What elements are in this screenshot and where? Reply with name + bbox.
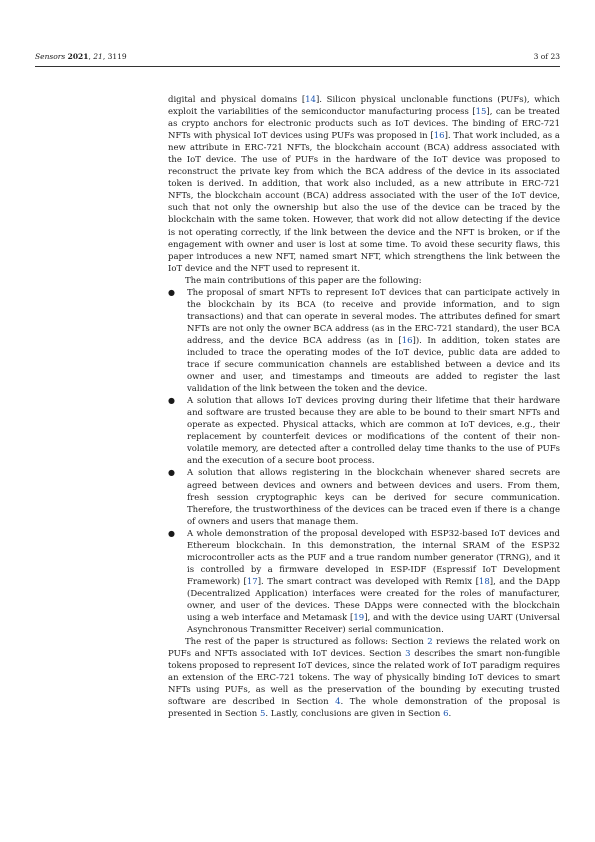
citation-link[interactable]: 19	[353, 613, 365, 624]
page-number: 3 of 23	[533, 52, 560, 61]
bullet-icon: ●	[168, 528, 175, 538]
article-number: 3119	[107, 52, 127, 61]
section-link[interactable]: 2	[427, 637, 433, 648]
bullet-icon: ●	[168, 396, 175, 406]
list-item: ● The proposal of smart NFTs to represent IoT devices that can participate actively in the blockchain by its BCA (to receive and provide information, and to sign transactions) and that can operate in several modes. The attributes defined for smart NFTs are not only the owner BCA address (as in the ERC-721 standard), the user BCA address, and the device BCA address (as in [16]). In addition, token states are included to trace the operating modes of the IoT device, public data are added to trace if secure communication channels are established between a device and its owner and user, and timestamps and timeouts are added to register the last validation of the link between the token and the device.	[168, 287, 560, 395]
journal-volume: 21	[93, 52, 103, 61]
citation-link[interactable]: 16	[433, 131, 445, 142]
running-header	[35, 50, 560, 64]
citation-link[interactable]: 15	[475, 107, 487, 118]
paragraph-paper-structure: The rest of the paper is structured as follows: Section 2 reviews the related work on PUFs and NFTs associated with IoT devices. Section 3 describes the smart non-fungible tokens proposed to represent IoT devices, since the related work of IoT paradigm requires an extension of the ERC-721 tokens. The way of physically binding IoT devices to smart NFTs using PUFs, as well as the preservation of the bounding by executing trusted software are described in Section 4. The whole demonstration of the proposal is presented in Section 5. Lastly, conclusions are given in Section 6.	[168, 637, 560, 720]
list-item: ● A whole demonstration of the proposal developed with ESP32-based IoT devices and Ethereum blockchain. In this demonstration, the internal SRAM of the ESP32 microcontroller acts as the PUF and a true random number generator (TRNG), and it is controlled by a firmware developed in ESP-IDF (Espressif IoT Development Framework) [17]. The smart contract was developed with Remix [18], and the DApp (Decentralized Application) interfaces were created for the roles of manufacturer, owner, and user of the devices. These DApps were connected with the blockchain using a web interface and Metamask [19], and with the device using UART (Universal Asynchronous Transmitter Receiver) serial communication.	[168, 528, 561, 636]
journal-name: Sensors	[35, 52, 66, 61]
header-rule	[35, 66, 560, 67]
bullet-icon: ●	[168, 468, 175, 478]
paragraph-contributions-lead: The main contributions of this paper are the following:	[185, 275, 422, 286]
section-link[interactable]: 4	[335, 697, 341, 708]
journal-citation: Sensors 2021, 21, 3119	[35, 52, 127, 61]
list-item: ● A solution that allows registering in the blockchain whenever shared secrets are agreed between devices and owners and between devices and users. From them, fresh session cryptographic keys can be derived for secure communication. Therefore, the trustworthiness of the devices can be traced even if there is a change of owners and users that manage them.	[168, 468, 560, 527]
bullet-icon: ●	[168, 287, 175, 297]
section-link[interactable]: 6	[443, 709, 449, 720]
citation-link[interactable]: 16	[401, 335, 413, 346]
citation-link[interactable]: 18	[478, 576, 490, 587]
body-text	[168, 94, 560, 720]
contributions-list	[168, 287, 560, 636]
section-link[interactable]: 3	[405, 649, 411, 660]
paragraph-intro-continuation: digital and physical domains [14]. Silicon physical unclonable functions (PUFs), which exploit the variabilities of the semiconductor manufacturing process [15], can be treated as crypto anchors for electronic products such as IoT devices. The binding of ERC-721 NFTs with physical IoT devices using PUFs was proposed in [16]. That work included, as a new attribute in ERC-721 NFTs, the blockchain account (BCA) address associated with the IoT device. The use of PUFs in the hardware of the IoT device was proposed to reconstruct the private key from which the BCA address of the device in its associated token is derived. In addition, that work also included, as a new attribute in ERC-721 NFTs, the blockchain account (BCA) address associated with the user of the IoT device, such that not only the ownership but also the use of the device can be traced by the blockchain with the same token. However, that work did not allow detecting if the device is not operating correctly, if the link between the device and the NFT is broken, or if the engagement with owner and user is lost at some time. To avoid these security flaws, this paper introduces a new NFT, named smart NFT, which strengthens the link between the IoT device and the NFT used to represent it.	[168, 95, 561, 274]
citation-link[interactable]: 14	[305, 95, 316, 105]
list-item: ● A solution that allows IoT devices proving during their lifetime that their hardware and software are trusted because they are able to be bound to their smart NFTs and operate as expected. Physical attacks, which are common at IoT devices, e.g., their replacement by counterfeit devices or modifications of the content of their non-volatile memory, are detected after a controlled delay time thanks to the use of PUFs and the execution of a secure boot process.	[168, 396, 560, 467]
journal-year: 2021	[67, 52, 89, 61]
section-link[interactable]: 5	[259, 709, 266, 720]
citation-link[interactable]: 17	[246, 576, 258, 587]
